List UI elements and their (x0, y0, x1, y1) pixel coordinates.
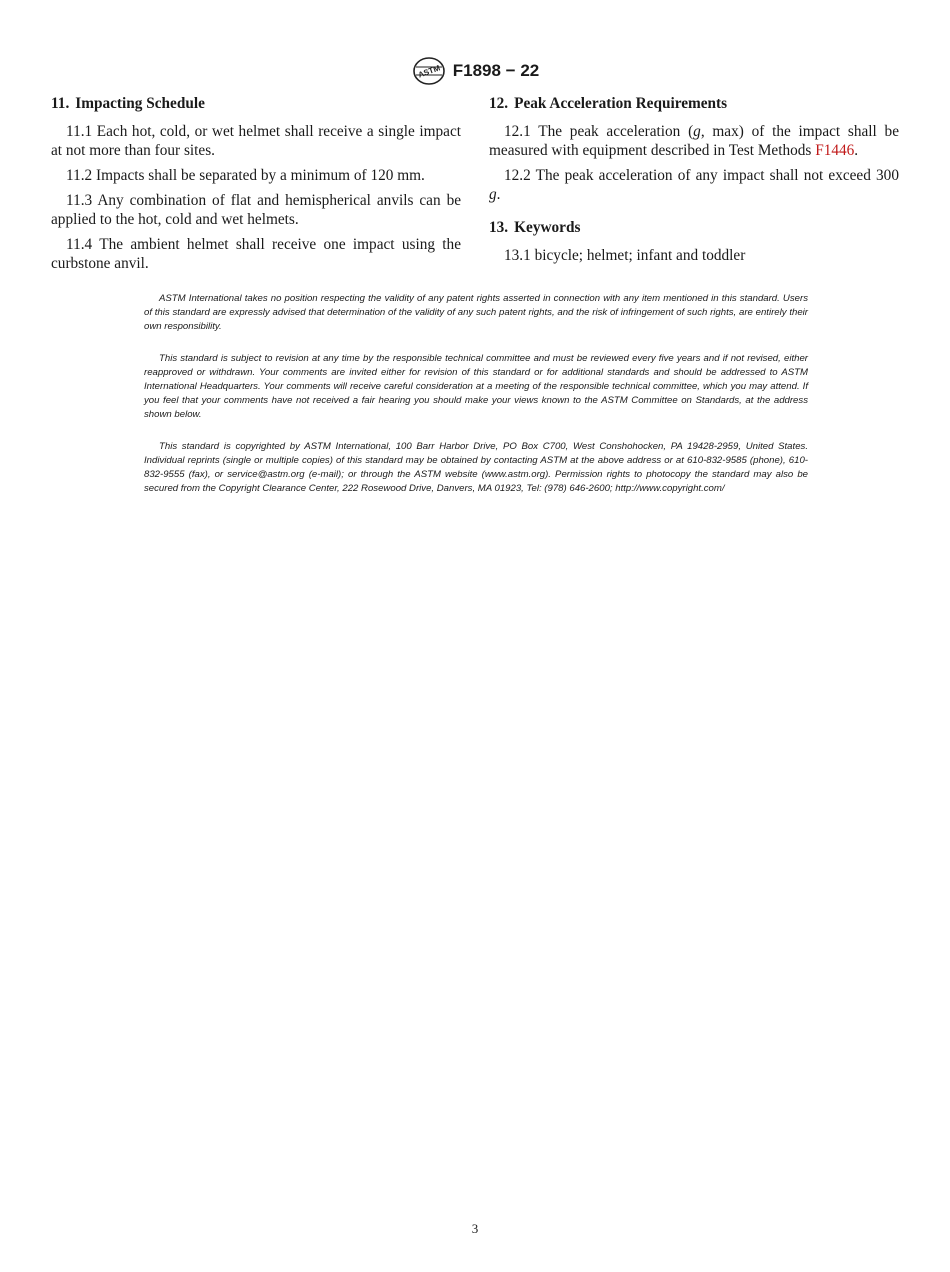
section-12-heading: 12. Peak Acceleration Requirements (489, 95, 728, 112)
right-column (489, 94, 899, 271)
patent-notice: ASTM International takes no position respecting the validity of any patent rights asserted in connection with any item mentioned in this standard. Users of this standard are expressly advised that determination of the validity of any such patent rights, and the risk of infringement of such rights, are entirely their own responsibility. (144, 293, 808, 332)
left-column (51, 94, 461, 279)
section-11-heading: 11. Impacting Schedule (51, 95, 205, 112)
paragraph-11-4: 11.4 The ambient helmet shall receive one impact using the curbstone anvil. (51, 236, 461, 272)
astm-logo-icon (411, 56, 447, 86)
paragraph-11-1: 11.1 Each hot, cold, or wet helmet shall receive a single impact at not more than four sites. (51, 123, 462, 159)
logo-text: ASTM (416, 63, 442, 80)
page-number: 3 (471, 1221, 479, 1236)
paragraph-12-1: 12.1 The peak acceleration (g, max) of the impact shall be measured with equipment described in Test Methods F1446. (489, 123, 899, 159)
paragraph-13-1: 13.1 bicycle; helmet; infant and toddler (504, 247, 746, 264)
paragraph-11-3: 11.3 Any combination of flat and hemispherical anvils can be applied to the hot, cold and wet helmets. (51, 192, 462, 228)
legal-notices (144, 292, 808, 514)
standard-designation: F1898 − 22 (452, 61, 540, 80)
copyright-notice: This standard is copyrighted by ASTM International, 100 Barr Harbor Drive, PO Box C700, West Conshohocken, PA 19428-2959, United States. Individual reprints (single or multiple copies) of this standard may be obtained by contacting ASTM at the above address or at 610-832-9585 (phone), 610-832-9555 (fax), or service@astm.org (e-mail); or through the ASTM website (www.astm.org). Permission rights to photocopy the standard may also be secured from the Copyright Clearance Center, 222 Rosewood Drive, Danvers, MA 01923, Tel: (978) 646-2600; http://www.copyright.com/ (144, 441, 808, 494)
paragraph-12-2: 12.2 The peak acceleration of any impact shall not exceed 300 g. (489, 167, 899, 203)
page-header (0, 56, 950, 91)
paragraph-11-2: 11.2 Impacts shall be separated by a minimum of 120 mm. (66, 167, 425, 184)
f1446-link[interactable]: F1446 (815, 142, 855, 159)
revision-notice: This standard is subject to revision at any time by the responsible technical committee and must be reviewed every five years and if not revised, either reapproved or withdrawn. Your comments are invited either for revision of this standard or for additional standards and should be addressed to ASTM International Headquarters. Your comments will receive careful consideration at a meeting of the responsible technical committee, which you may attend. If you feel that your comments have not received a fair hearing you should make your views known to the ASTM Committee on Standards, at the address shown below. (144, 353, 808, 420)
section-13-heading: 13. Keywords (489, 219, 581, 236)
